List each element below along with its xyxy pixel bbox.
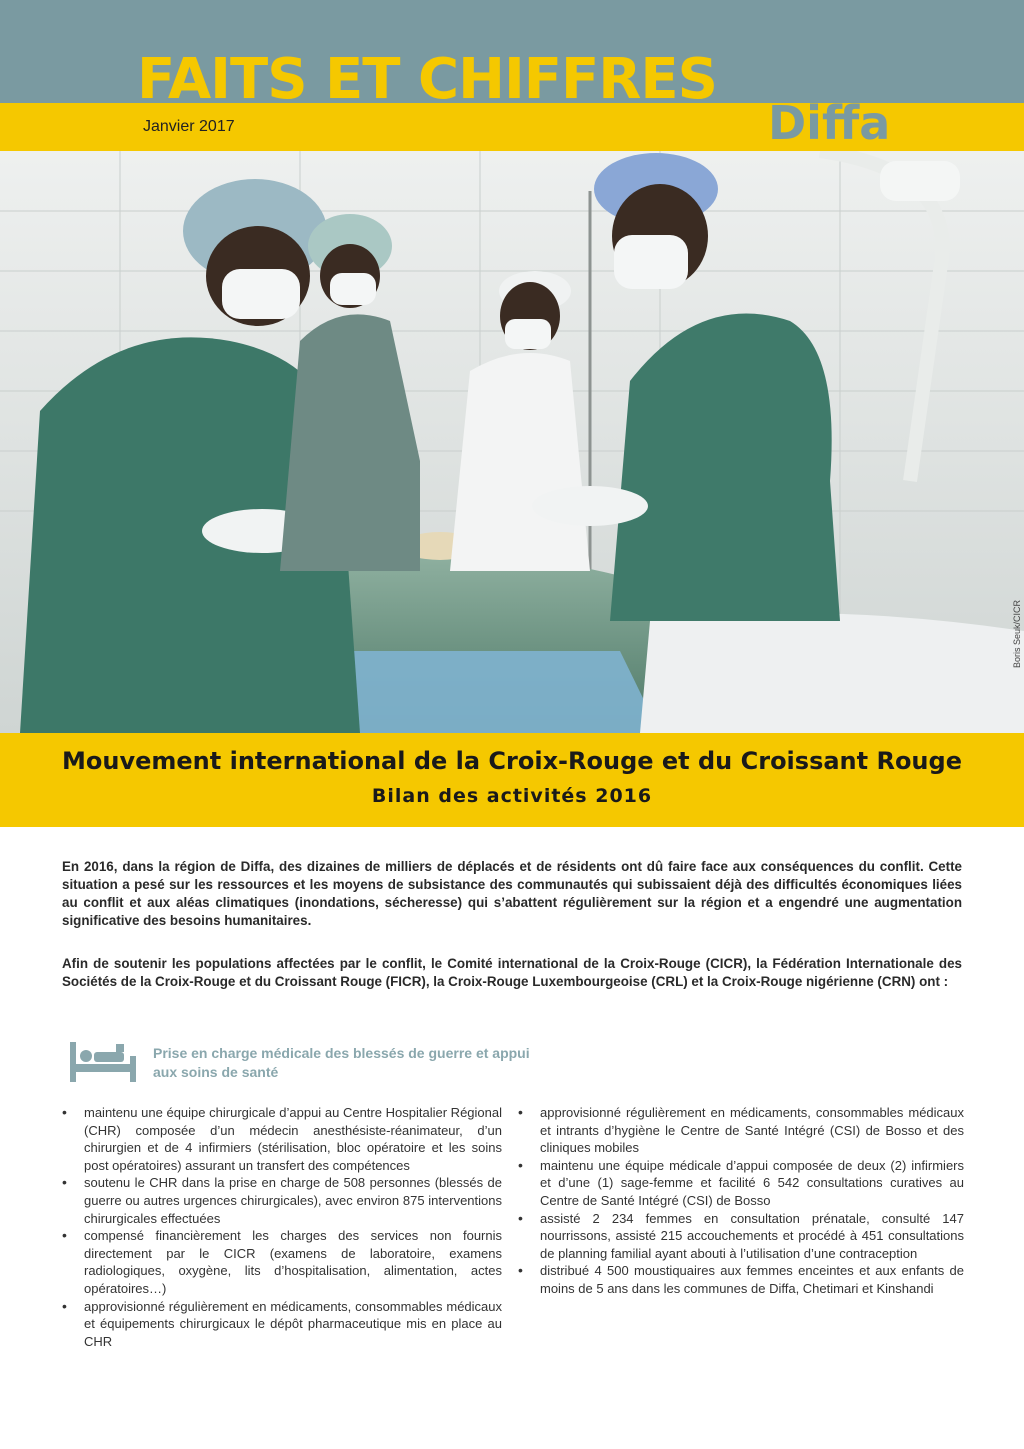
operating-room-illustration xyxy=(0,151,1024,733)
section-title: Prise en charge médicale des blessés de guerre et appui aux soins de santé xyxy=(153,1045,530,1080)
section-header xyxy=(68,1040,548,1086)
surgical-lamp xyxy=(880,161,960,201)
list-item: • assisté 2 234 femmes en consultation prénatale, consulté 147 nourrissons, assisté 215 accouchements et procédé à 451 consultations de planning familial ayant abouti à l’utilisation d’une contraception xyxy=(518,1210,964,1263)
list-item: • approvisionné régulièrement en médicaments, consommables médicaux et intrants d’hygiène le Centre de Santé Intégré (CSI) de Bosso et des cliniques mobiles xyxy=(518,1104,964,1157)
list-item: • maintenu une équipe chirurgicale d’appui au Centre Hospitalier Régional (CHR) composée d’un médecin anesthésiste-réanimateur, d’un chirurgien et de 4 infirmiers (stérilisation, bloc opératoire et les soins post opératoires) assurant un transfert des compétences xyxy=(62,1104,502,1174)
list-item: • maintenu une équipe médicale d’appui composée de deux (2) infirmiers et d’une (1) sage-femme et facilité 6 542 consultations curatives au Centre de Santé Intégré (CSI) de Bosso xyxy=(518,1157,964,1210)
intro-paragraph-2: Afin de soutenir les populations affectées par le conflit, le Comité international de la Croix-Rouge (CICR), la Fédération Internationale des Sociétés de la Croix-Rouge et du Croissant Rouge (FICR), la Croix-Rouge Luxembourgeoise (CRL) et la Croix-Rouge nigérienne (CRN) ont : xyxy=(62,956,962,989)
banner-subtitle: Bilan des activités 2016 xyxy=(371,785,653,807)
hospital-bed-icon xyxy=(68,1042,138,1082)
list-item: • compensé financièrement les charges des services non fournis directement par le CICR (examens de laboratoire, examens radiologiques, oxygène, lits d’hospitalisation, alimentation, actes opératoires…) xyxy=(62,1227,502,1297)
cover-photo xyxy=(0,151,1024,733)
instrument-tray-cloth xyxy=(640,613,1024,733)
activities-list-left xyxy=(62,1104,502,1350)
activities-list-right xyxy=(518,1104,964,1298)
list-item: • distribué 4 500 moustiquaires aux femmes enceintes et aux enfants de moins de 5 ans dans les communes de Diffa, Chetimari et Kinshandi xyxy=(518,1262,964,1297)
intro-paragraph-1: En 2016, dans la région de Diffa, des dizaines de milliers de déplacés et de résidents ont dû faire face aux conséquences du conflit. Cette situation a pesé sur les ressources et les moyens de subsistance des communautés qui subissaient déjà des difficultés économiques liées au conflit et aux aléas climatiques (inondations, sécheresse) qui s’abattent régulièrement sur la région et a engendré une augmentation significative des besoins humanitaires. xyxy=(62,859,962,928)
photo-credit: Boris Seuk/CICR xyxy=(1012,600,1022,669)
list-item: • approvisionné régulièrement en médicaments, consommables médicaux et équipements chirurgicaux le dépôt pharmaceutique mis en place au CHR xyxy=(62,1298,502,1351)
location-title: Diffa xyxy=(768,96,891,150)
issue-date: Janvier 2017 xyxy=(143,118,235,135)
document-title: FAITS ET CHIFFRES xyxy=(137,47,717,112)
list-item: • soutenu le CHR dans la prise en charge de 508 personnes (blessés de guerre ou autres urgences chirurgicales), avec environ 875 interventions chirurgicales effectuées xyxy=(62,1174,502,1227)
banner-title: Mouvement international de la Croix-Rouge et du Croissant Rouge xyxy=(62,747,962,775)
title-banner xyxy=(0,733,1024,827)
